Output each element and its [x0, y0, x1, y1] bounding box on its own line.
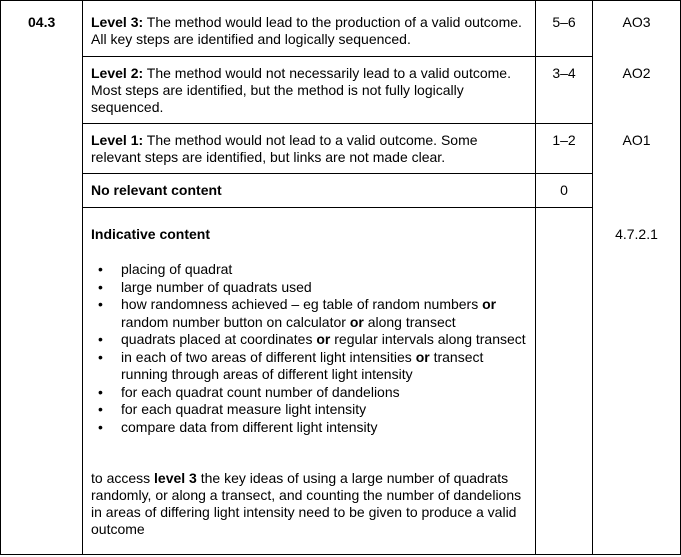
emphasis-text: or [482, 296, 497, 312]
level-2-label: Level 2: [91, 65, 144, 81]
text-run: the key ideas of using a large number of quadrats randomly, or along a transect, and counting the number of dandelions in areas of differing light intensity need to be given to produce a valid outcome [91, 470, 522, 537]
level-3-text: The method would lead to the production of a valid outcome. All key steps are identified and logically sequenced. [91, 14, 522, 47]
level-3-access-note [91, 470, 531, 538]
level-2-text: The method would not necessarily lead to a valid outcome. Most steps are identified, but the method is not fully logically sequenced. [91, 65, 511, 115]
text-run: random number button on calculator [121, 313, 350, 330]
level-1-descriptor [91, 132, 531, 166]
text-run: in each of two areas of different light intensities [121, 348, 416, 365]
indicative-content-list [91, 261, 531, 436]
indicative-content-item [91, 419, 531, 437]
indicative-content-item [91, 401, 531, 419]
no-relevant-content-marks: 0 [560, 182, 568, 198]
emphasis-text: or [415, 348, 430, 365]
row-divider-2 [82, 123, 593, 124]
level-2-ao: AO2 [622, 65, 651, 81]
column-divider-ao [592, 0, 593, 555]
level-2-marks: 3–4 [552, 65, 576, 81]
row-divider-4 [82, 207, 593, 208]
indicative-content-item [91, 349, 531, 384]
row-divider-3 [82, 173, 593, 174]
indicative-content-item [91, 261, 531, 279]
indicative-content-item [91, 279, 531, 297]
text-run: large number of quadrats used [121, 278, 312, 295]
level-3-ao: AO3 [622, 14, 651, 30]
text-run: regular intervals along transect [330, 331, 526, 347]
level-1-ao: AO1 [622, 132, 651, 148]
level-3-marks: 5–6 [552, 14, 576, 30]
emphasis-text: or [349, 313, 364, 330]
level-1-marks: 1–2 [552, 132, 576, 148]
text-run: for each quadrat measure light intensity [121, 401, 367, 417]
column-divider-question [82, 0, 83, 555]
text-run: how randomness achieved – eg table of random numbers [121, 296, 483, 312]
text-run: placing of quadrat [121, 261, 233, 277]
text-run: to access [91, 470, 155, 486]
text-run: for each quadrat count number of dandelions [121, 383, 400, 400]
level-3-label: Level 3: [91, 14, 144, 30]
column-divider-marks [535, 0, 536, 555]
emphasis-text: or [316, 331, 331, 347]
indicative-content-item [91, 384, 531, 402]
row-divider-1 [82, 56, 593, 57]
text-run: compare data from different light intensity [121, 418, 378, 435]
indicative-content-item [91, 331, 531, 349]
indicative-content-item [91, 296, 531, 331]
emphasis-text: level 3 [154, 470, 197, 486]
level-2-descriptor [91, 65, 523, 116]
text-run: transect running through areas of different light intensity [121, 348, 484, 382]
text-run: along transect [363, 313, 456, 330]
text-run: quadrats placed at coordinates [121, 331, 317, 347]
table-border-left [0, 0, 1, 555]
table-border-bottom [0, 554, 681, 555]
specification-reference: 4.7.2.1 [615, 226, 658, 242]
table-border-top [0, 0, 681, 1]
level-1-label: Level 1: [91, 132, 144, 148]
question-number: 04.3 [28, 14, 56, 30]
level-1-text: The method would not lead to a valid outcome. Some relevant steps are identified, but links are not made clear. [91, 132, 478, 165]
level-3-descriptor [91, 14, 531, 48]
indicative-content-heading: Indicative content [91, 226, 211, 242]
no-relevant-content-label: No relevant content [91, 182, 222, 198]
